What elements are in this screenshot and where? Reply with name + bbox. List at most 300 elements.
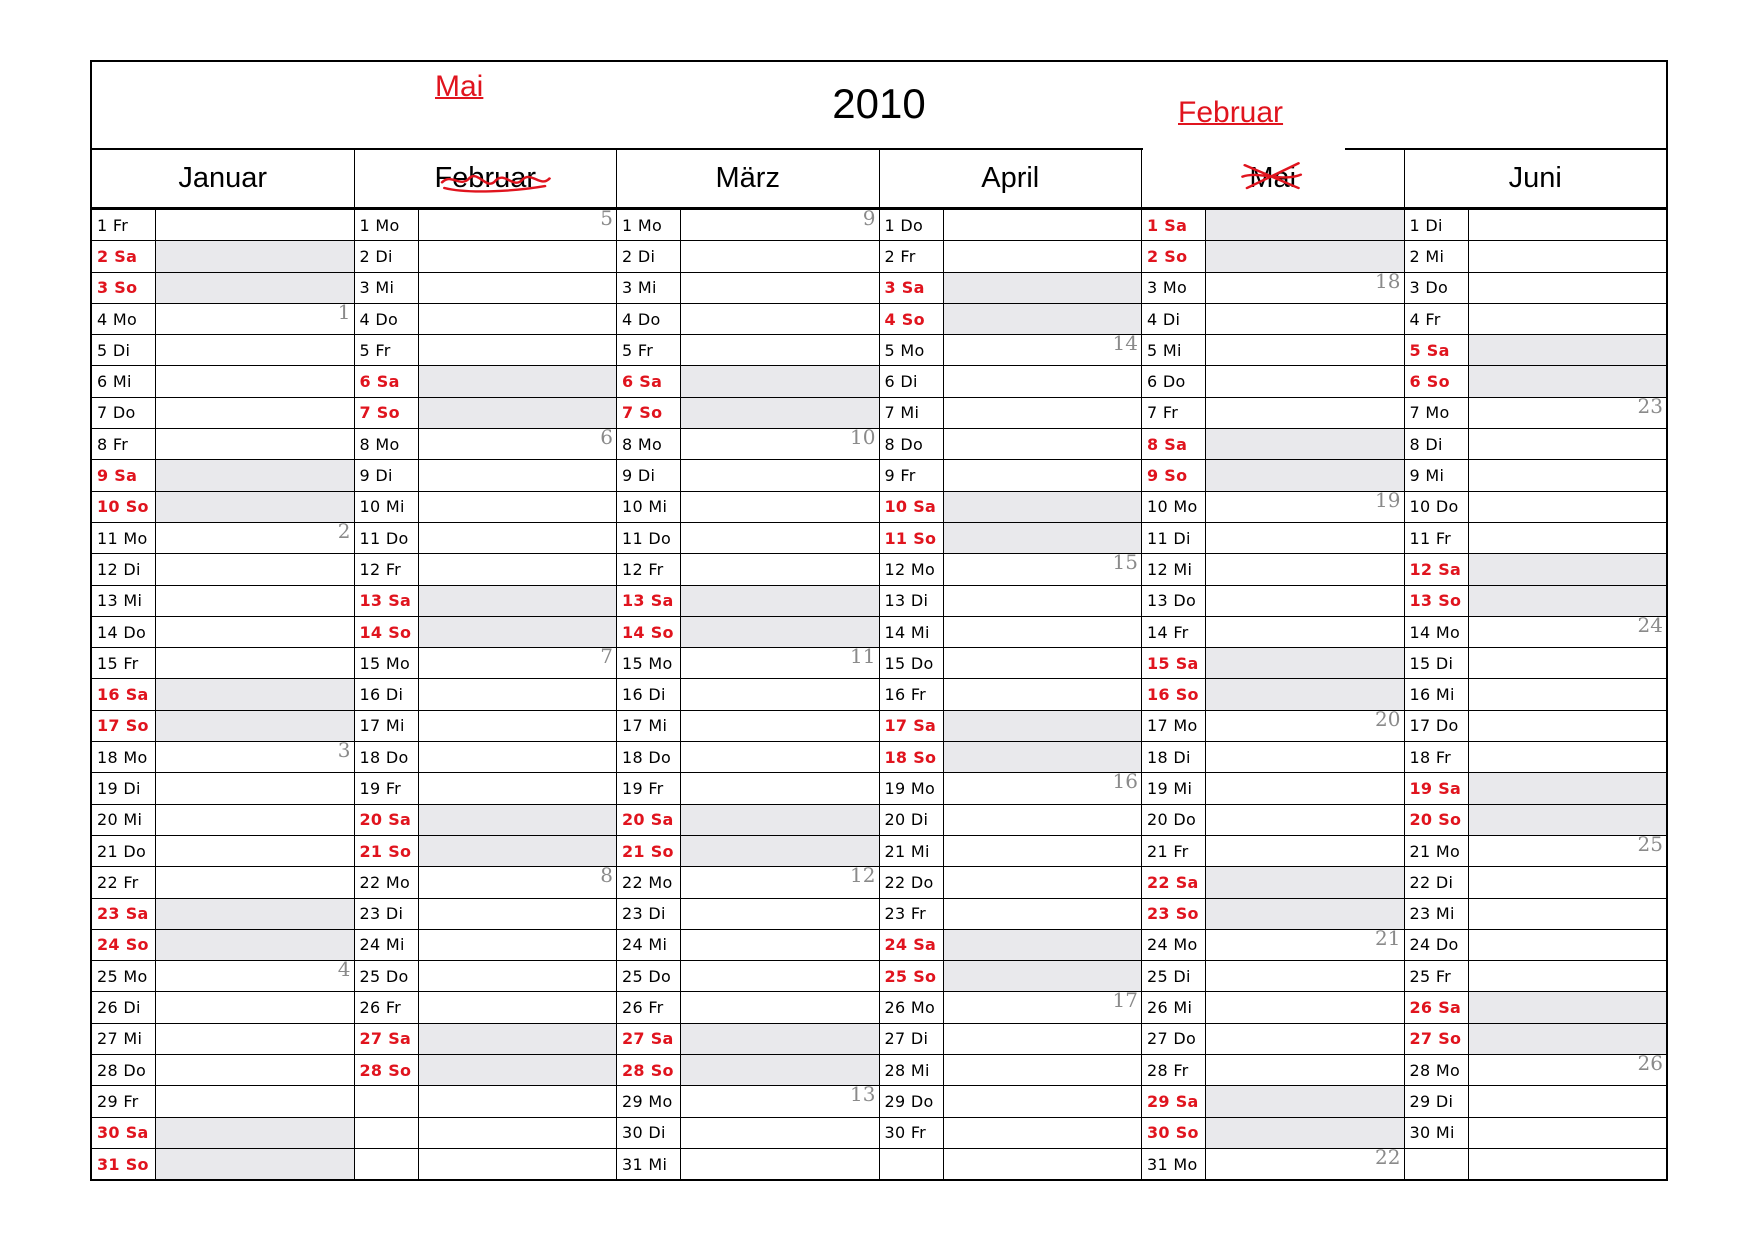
day-entry-cell[interactable]	[681, 335, 879, 365]
day-entry-cell[interactable]	[1206, 1086, 1404, 1116]
week-number: 1	[337, 299, 351, 324]
day-row	[880, 988, 1142, 1023]
day-entry-cell[interactable]	[156, 930, 354, 960]
day-entry-cell[interactable]	[1469, 1024, 1667, 1054]
day-entry-cell[interactable]	[944, 1086, 1142, 1116]
day-entry-cell[interactable]	[1206, 523, 1404, 553]
day-entry-cell[interactable]	[1469, 711, 1667, 741]
day-entry-cell[interactable]	[681, 1149, 879, 1179]
month-column	[880, 210, 1143, 1179]
month-header	[1142, 150, 1405, 207]
day-entry-cell[interactable]	[1469, 210, 1667, 240]
day-entry-cell[interactable]	[681, 930, 879, 960]
day-row	[880, 805, 1142, 836]
day-row	[617, 1024, 879, 1055]
day-entry-cell[interactable]	[156, 992, 354, 1022]
day-row	[355, 711, 617, 742]
day-entry-cell[interactable]	[419, 679, 617, 709]
day-entry-cell[interactable]	[681, 241, 879, 271]
day-entry-cell[interactable]	[944, 550, 1142, 584]
day-entry-cell[interactable]	[156, 554, 354, 584]
day-entry-cell[interactable]	[419, 805, 617, 835]
day-row	[880, 241, 1142, 272]
day-label: 28 So	[617, 1055, 681, 1085]
day-entry-cell[interactable]	[156, 299, 354, 334]
day-entry-cell[interactable]	[944, 617, 1142, 647]
day-entry-cell[interactable]	[681, 398, 879, 428]
week-number: 14	[1112, 331, 1138, 356]
day-entry-cell[interactable]	[1206, 925, 1404, 960]
day-label: 23 Mi	[1405, 899, 1469, 929]
day-row	[880, 331, 1142, 366]
day-entry-cell[interactable]	[1469, 679, 1667, 709]
day-row	[92, 429, 354, 460]
day-entry-cell[interactable]	[681, 1024, 879, 1054]
day-row	[355, 1118, 617, 1149]
day-label: 17 Mi	[355, 711, 419, 741]
day-label: 22 Fr	[92, 867, 156, 897]
day-entry-cell[interactable]	[944, 679, 1142, 709]
day-label: 27 Mi	[92, 1024, 156, 1054]
day-entry-cell[interactable]	[419, 460, 617, 490]
day-row	[1142, 1024, 1404, 1055]
day-entry-cell[interactable]	[156, 398, 354, 428]
day-row	[1405, 679, 1667, 710]
day-entry-cell[interactable]	[1206, 1118, 1404, 1148]
day-entry-cell[interactable]	[944, 742, 1142, 772]
day-label: 15 Sa	[1142, 648, 1206, 678]
day-entry-cell[interactable]	[681, 554, 879, 584]
day-entry-cell[interactable]	[419, 398, 617, 428]
day-label: 31 Mi	[617, 1149, 681, 1179]
day-row	[1405, 867, 1667, 898]
day-entry-cell[interactable]	[681, 206, 879, 240]
week-number: 2	[337, 518, 351, 543]
day-entry-cell[interactable]	[944, 805, 1142, 835]
day-entry-cell[interactable]	[419, 899, 617, 929]
day-entry-cell[interactable]	[681, 425, 879, 459]
day-row	[355, 425, 617, 460]
day-label: 18 So	[880, 742, 944, 772]
day-entry-cell[interactable]	[156, 335, 354, 365]
day-entry-cell[interactable]	[944, 836, 1142, 866]
day-entry-cell[interactable]	[681, 805, 879, 835]
day-entry-cell[interactable]	[944, 711, 1142, 741]
day-entry-cell[interactable]	[419, 1086, 617, 1116]
week-number: 8	[600, 863, 613, 888]
day-entry-cell[interactable]	[1469, 554, 1667, 584]
day-row	[1142, 398, 1404, 429]
day-row	[92, 617, 354, 648]
day-entry-cell[interactable]	[419, 366, 617, 396]
day-entry-cell[interactable]	[1206, 487, 1404, 522]
day-entry-cell[interactable]	[1206, 554, 1404, 584]
day-label: 13 Mi	[92, 586, 156, 616]
day-label: 16 Di	[617, 679, 681, 709]
day-entry-cell[interactable]	[1206, 648, 1404, 678]
day-entry-cell[interactable]	[1469, 805, 1667, 835]
day-entry-cell[interactable]	[419, 836, 617, 866]
day-entry-cell[interactable]	[1206, 1024, 1404, 1054]
day-entry-cell[interactable]	[156, 1055, 354, 1085]
day-entry-cell[interactable]	[156, 957, 354, 991]
day-entry-cell[interactable]	[1206, 836, 1404, 866]
day-entry-cell[interactable]	[1469, 867, 1667, 897]
day-row	[1142, 487, 1404, 523]
day-row	[1142, 1144, 1404, 1179]
day-entry-cell[interactable]	[1206, 773, 1404, 803]
day-entry-cell[interactable]	[156, 617, 354, 647]
day-label: 11 So	[880, 523, 944, 553]
day-row	[617, 742, 879, 773]
week-number: 25	[1637, 831, 1663, 856]
day-label: 9 Sa	[92, 460, 156, 490]
day-entry-cell[interactable]	[944, 769, 1142, 803]
day-entry-cell[interactable]	[419, 425, 617, 459]
day-entry-cell[interactable]	[419, 617, 617, 647]
day-label: 10 Mi	[617, 492, 681, 522]
day-entry-cell[interactable]	[1469, 1118, 1667, 1148]
day-label: 19 Mo	[880, 773, 944, 803]
day-entry-cell[interactable]	[1469, 831, 1667, 866]
day-entry-cell[interactable]	[419, 992, 617, 1022]
day-entry-cell[interactable]	[944, 586, 1142, 616]
day-entry-cell[interactable]	[419, 206, 617, 240]
day-row	[880, 210, 1142, 241]
day-row	[92, 992, 354, 1023]
day-label: 14 Fr	[1142, 617, 1206, 647]
day-row	[1405, 273, 1667, 304]
day-entry-cell[interactable]	[944, 304, 1142, 334]
day-entry-cell[interactable]	[944, 1118, 1142, 1148]
day-entry-cell[interactable]	[681, 460, 879, 490]
day-entry-cell[interactable]	[944, 930, 1142, 960]
day-label: 29 Fr	[92, 1086, 156, 1116]
day-row	[92, 773, 354, 804]
day-entry-cell[interactable]	[156, 366, 354, 396]
day-entry-cell[interactable]	[419, 742, 617, 772]
day-entry-cell[interactable]	[156, 867, 354, 897]
day-entry-cell[interactable]	[944, 1055, 1142, 1085]
day-entry-cell[interactable]	[681, 304, 879, 334]
day-label: 24 Do	[1405, 930, 1469, 960]
day-entry-cell[interactable]	[944, 398, 1142, 428]
day-entry-cell[interactable]	[419, 773, 617, 803]
day-entry-cell[interactable]	[1206, 617, 1404, 647]
day-entry-cell[interactable]	[419, 241, 617, 271]
day-row	[92, 398, 354, 429]
day-label: 17 Do	[1405, 711, 1469, 741]
day-entry-cell[interactable]	[1206, 805, 1404, 835]
day-entry-cell[interactable]	[156, 273, 354, 303]
day-entry-cell[interactable]	[1469, 899, 1667, 929]
day-entry-cell[interactable]	[944, 1024, 1142, 1054]
day-entry-cell[interactable]	[944, 210, 1142, 240]
week-number: 12	[850, 863, 876, 888]
day-row	[1142, 460, 1404, 491]
day-entry-cell[interactable]	[681, 899, 879, 929]
day-entry-cell[interactable]	[1469, 586, 1667, 616]
day-entry-cell[interactable]	[1206, 742, 1404, 772]
day-entry-cell[interactable]	[1206, 398, 1404, 428]
day-entry-cell[interactable]	[1469, 1051, 1667, 1085]
day-row	[355, 992, 617, 1023]
day-row	[880, 273, 1142, 304]
month-header	[1405, 150, 1667, 207]
day-entry-cell[interactable]	[1469, 429, 1667, 459]
day-entry-cell[interactable]	[681, 1082, 879, 1116]
day-row	[1142, 925, 1404, 961]
day-entry-cell[interactable]	[1469, 1086, 1667, 1116]
day-entry-cell[interactable]	[156, 429, 354, 459]
day-entry-cell[interactable]	[1206, 992, 1404, 1022]
day-label: 23 So	[1142, 899, 1206, 929]
day-entry-cell[interactable]	[1469, 460, 1667, 490]
day-entry-cell[interactable]	[419, 961, 617, 991]
day-entry-cell[interactable]	[1469, 742, 1667, 772]
day-row	[1142, 742, 1404, 773]
day-entry-cell[interactable]	[681, 992, 879, 1022]
day-label: 17 Mo	[1142, 711, 1206, 741]
day-row	[1405, 1149, 1667, 1179]
day-entry-cell[interactable]	[1469, 773, 1667, 803]
day-entry-cell[interactable]	[419, 335, 617, 365]
day-label: 29 Do	[880, 1086, 944, 1116]
day-label: 12 Mi	[1142, 554, 1206, 584]
day-entry-cell[interactable]	[1206, 210, 1404, 240]
day-entry-cell[interactable]	[419, 492, 617, 522]
day-row	[355, 1055, 617, 1086]
day-entry-cell[interactable]	[1206, 366, 1404, 396]
day-label: 14 So	[355, 617, 419, 647]
day-label: 21 So	[355, 836, 419, 866]
day-entry-cell[interactable]	[419, 644, 617, 678]
day-entry-cell[interactable]	[681, 773, 879, 803]
month-column	[1405, 210, 1667, 1179]
day-entry-cell[interactable]	[156, 1118, 354, 1148]
day-label: 14 Mo	[1405, 617, 1469, 647]
week-number: 20	[1375, 706, 1401, 731]
day-entry-cell[interactable]	[419, 523, 617, 553]
day-entry-cell[interactable]	[156, 773, 354, 803]
day-entry-cell[interactable]	[156, 210, 354, 240]
day-label: 4 Mo	[92, 304, 156, 334]
day-entry-cell[interactable]	[944, 988, 1142, 1022]
day-entry-cell[interactable]	[156, 586, 354, 616]
day-entry-cell[interactable]	[944, 1149, 1142, 1179]
day-entry-cell[interactable]	[419, 586, 617, 616]
day-row	[880, 617, 1142, 648]
month-column	[617, 206, 880, 1179]
day-entry-cell[interactable]	[1469, 366, 1667, 396]
day-entry-cell[interactable]	[419, 304, 617, 334]
day-row	[617, 206, 879, 241]
day-entry-cell[interactable]	[1206, 899, 1404, 929]
day-entry-cell[interactable]	[944, 899, 1142, 929]
day-entry-cell[interactable]	[1469, 304, 1667, 334]
day-entry-cell[interactable]	[1206, 706, 1404, 741]
day-row	[617, 1082, 879, 1117]
day-entry-cell[interactable]	[156, 518, 354, 553]
day-label: 9 Mi	[1405, 460, 1469, 490]
day-entry-cell[interactable]	[944, 241, 1142, 271]
day-label: 27 Do	[1142, 1024, 1206, 1054]
day-label: 2 So	[1142, 241, 1206, 271]
week-number: 11	[850, 644, 876, 669]
day-entry-cell[interactable]	[944, 460, 1142, 490]
day-entry-cell[interactable]	[1206, 1055, 1404, 1085]
day-entry-cell[interactable]	[1469, 523, 1667, 553]
day-entry-cell[interactable]	[156, 836, 354, 866]
day-entry-cell[interactable]	[681, 961, 879, 991]
day-entry-cell[interactable]	[419, 273, 617, 303]
day-row	[355, 554, 617, 585]
day-entry-cell[interactable]	[1469, 492, 1667, 522]
day-entry-cell[interactable]	[156, 492, 354, 522]
day-entry-cell[interactable]	[944, 492, 1142, 522]
day-entry-cell[interactable]	[156, 1149, 354, 1179]
day-entry-cell[interactable]	[1206, 429, 1404, 459]
day-label	[355, 1086, 419, 1116]
day-entry-cell[interactable]	[1206, 1144, 1404, 1179]
day-row	[880, 429, 1142, 460]
day-entry-cell[interactable]	[944, 523, 1142, 553]
day-entry-cell[interactable]	[681, 1118, 879, 1148]
day-entry-cell[interactable]	[156, 738, 354, 772]
day-row	[355, 1149, 617, 1179]
day-entry-cell[interactable]	[419, 1024, 617, 1054]
day-entry-cell[interactable]	[156, 1086, 354, 1116]
day-row	[1142, 554, 1404, 585]
day-entry-cell[interactable]	[156, 241, 354, 271]
day-entry-cell[interactable]	[156, 899, 354, 929]
day-entry-cell[interactable]	[681, 617, 879, 647]
day-label: 13 Do	[1142, 586, 1206, 616]
day-entry-cell[interactable]	[681, 863, 879, 897]
day-row	[355, 398, 617, 429]
day-entry-cell[interactable]	[1469, 393, 1667, 428]
month-header	[92, 150, 355, 207]
week-number: 6	[600, 425, 613, 450]
day-entry-cell[interactable]	[1206, 961, 1404, 991]
day-label: 26 Fr	[617, 992, 681, 1022]
day-entry-cell[interactable]	[944, 273, 1142, 303]
day-entry-cell[interactable]	[681, 273, 879, 303]
day-entry-cell[interactable]	[419, 554, 617, 584]
day-row	[355, 836, 617, 867]
day-row	[880, 366, 1142, 397]
day-label: 6 So	[1405, 366, 1469, 396]
day-row	[880, 398, 1142, 429]
day-entry-cell[interactable]	[944, 648, 1142, 678]
day-entry-cell[interactable]	[1206, 586, 1404, 616]
day-label: 28 So	[355, 1055, 419, 1085]
day-entry-cell[interactable]	[944, 331, 1142, 365]
day-entry-cell[interactable]	[1469, 930, 1667, 960]
day-row	[880, 769, 1142, 804]
day-entry-cell[interactable]	[419, 1055, 617, 1085]
day-row	[1405, 429, 1667, 460]
day-entry-cell[interactable]	[156, 711, 354, 741]
day-entry-cell[interactable]	[156, 805, 354, 835]
day-label: 10 Sa	[880, 492, 944, 522]
day-label: 10 Do	[1405, 492, 1469, 522]
day-entry-cell[interactable]	[681, 644, 879, 678]
day-entry-cell[interactable]	[1469, 241, 1667, 271]
day-entry-cell[interactable]	[681, 711, 879, 741]
day-entry-cell[interactable]	[1206, 335, 1404, 365]
day-entry-cell[interactable]	[419, 863, 617, 897]
day-entry-cell[interactable]	[681, 492, 879, 522]
day-label: 31 Mo	[1142, 1149, 1206, 1179]
day-entry-cell[interactable]	[1469, 1149, 1667, 1179]
day-entry-cell[interactable]	[944, 867, 1142, 897]
day-entry-cell[interactable]	[681, 366, 879, 396]
day-entry-cell[interactable]	[1469, 648, 1667, 678]
day-entry-cell[interactable]	[681, 586, 879, 616]
day-label: 28 Do	[92, 1055, 156, 1085]
day-entry-cell[interactable]	[156, 1024, 354, 1054]
day-entry-cell[interactable]	[156, 648, 354, 678]
day-entry-cell[interactable]	[944, 961, 1142, 991]
day-entry-cell[interactable]	[1206, 304, 1404, 334]
day-entry-cell[interactable]	[1469, 992, 1667, 1022]
day-entry-cell[interactable]	[1206, 460, 1404, 490]
day-row	[1405, 523, 1667, 554]
day-entry-cell[interactable]	[156, 460, 354, 490]
day-entry-cell[interactable]	[419, 1149, 617, 1179]
day-entry-cell[interactable]	[1206, 241, 1404, 271]
day-entry-cell[interactable]	[1469, 961, 1667, 991]
day-entry-cell[interactable]	[419, 1118, 617, 1148]
day-label: 9 Di	[355, 460, 419, 490]
day-entry-cell[interactable]	[1469, 612, 1667, 647]
day-row	[617, 460, 879, 491]
day-row	[617, 425, 879, 460]
day-entry-cell[interactable]	[419, 711, 617, 741]
day-entry-cell[interactable]	[681, 679, 879, 709]
day-row	[617, 586, 879, 617]
day-label: 13 Sa	[355, 586, 419, 616]
day-entry-cell[interactable]	[944, 366, 1142, 396]
month-name: Februar	[434, 162, 537, 194]
day-entry-cell[interactable]	[1206, 679, 1404, 709]
day-entry-cell[interactable]	[1206, 268, 1404, 303]
day-entry-cell[interactable]	[681, 1055, 879, 1085]
day-label: 22 Di	[1405, 867, 1469, 897]
day-row	[1142, 867, 1404, 898]
day-entry-cell[interactable]	[1469, 335, 1667, 365]
day-label: 9 Fr	[880, 460, 944, 490]
day-entry-cell[interactable]	[681, 742, 879, 772]
day-row	[1142, 366, 1404, 397]
month-name: März	[715, 162, 780, 194]
day-label: 7 Fr	[1142, 398, 1206, 428]
day-entry-cell[interactable]	[681, 523, 879, 553]
day-entry-cell[interactable]	[419, 930, 617, 960]
day-entry-cell[interactable]	[1206, 867, 1404, 897]
day-entry-cell[interactable]	[156, 679, 354, 709]
day-label: 19 Fr	[355, 773, 419, 803]
day-entry-cell[interactable]	[944, 429, 1142, 459]
day-row	[355, 930, 617, 961]
day-label: 16 Fr	[880, 679, 944, 709]
day-row	[880, 899, 1142, 930]
day-label: 3 Do	[1405, 273, 1469, 303]
day-entry-cell[interactable]	[681, 836, 879, 866]
day-label: 20 Sa	[617, 805, 681, 835]
day-entry-cell[interactable]	[1469, 273, 1667, 303]
